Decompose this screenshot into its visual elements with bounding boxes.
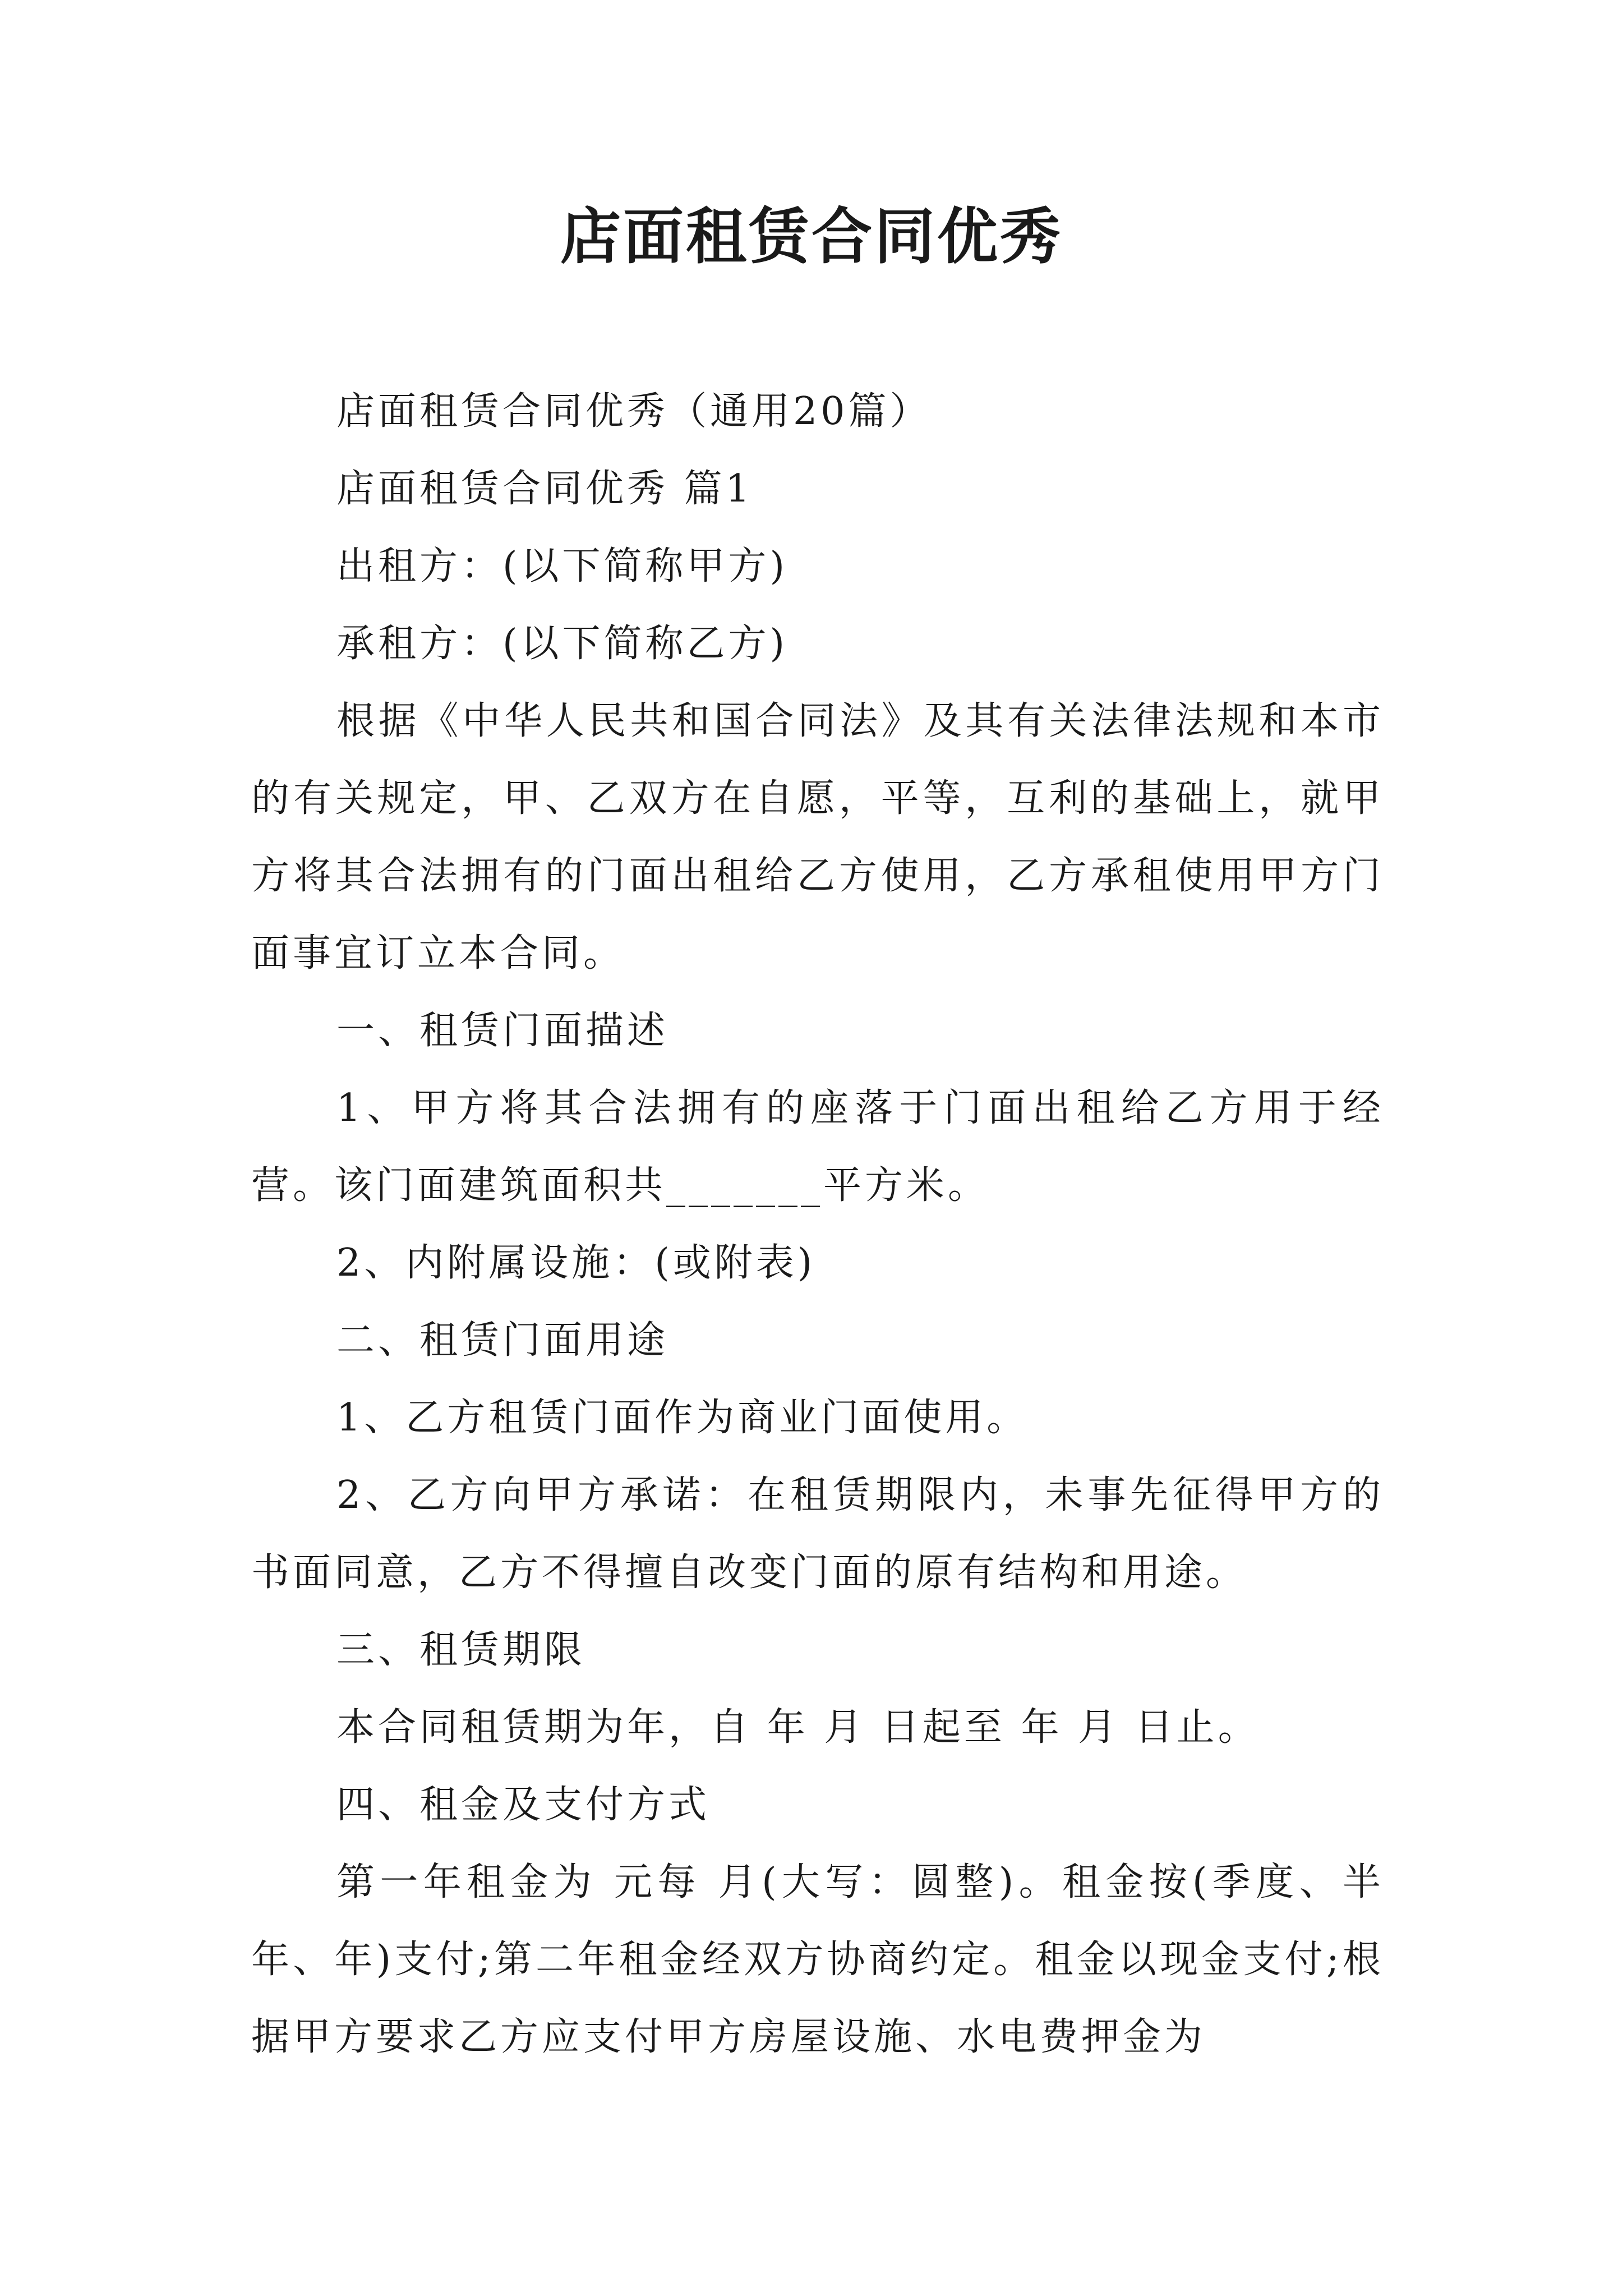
paragraph: 根据《中华人民共和国合同法》及其有关法律法规和本市的有关规定，甲、乙双方在自愿，平等，互利的基础上，就甲方将其合法拥有的门面出租给乙方使用，乙方承租使用甲方门面事宜订立本合同。 <box>251 699 1384 976</box>
paragraph: 店面租赁合同优秀 篇1 <box>336 467 753 511</box>
paragraph: 承租方：(以下简称乙方) <box>336 622 789 666</box>
paragraph: 本合同租赁期为年，自 年 月 日起至 年 月 日止。 <box>336 1705 1260 1750</box>
paragraph: 出租方：(以下简称甲方) <box>336 544 789 588</box>
paragraph: 2、乙方向甲方承诺：在租赁期限内，未事先征得甲方的书面同意，乙方不得擅自改变门面的原有结构和用途。 <box>251 1473 1384 1595</box>
paragraph: 一、租赁门面描述 <box>336 1009 669 1053</box>
paragraph: 店面租赁合同优秀（通用20篇） <box>336 389 932 434</box>
document-body <box>251 373 1384 2076</box>
paragraph: 四、租金及支付方式 <box>336 1783 711 1827</box>
paragraph: 1、乙方租赁门面作为商业门面使用。 <box>336 1396 1029 1440</box>
paragraph: 1、甲方将其合法拥有的座落于门面出租给乙方用于经营。该门面建筑面积共_______平方米。 <box>251 1086 1384 1208</box>
paragraph: 2、内附属设施：(或附表) <box>336 1241 816 1285</box>
paragraph: 二、租赁门面用途 <box>336 1318 669 1363</box>
paragraph: 三、租赁期限 <box>336 1628 586 1672</box>
document-title: 店面租赁合同优秀 <box>560 201 1063 272</box>
paragraph: 第一年租金为 元每 月(大写：圆整)。租金按(季度、半年、年)支付;第二年租金经双方协商约定。租金以现金支付;根据甲方要求乙方应支付甲方房屋设施、水电费押金为 <box>251 1860 1384 2059</box>
